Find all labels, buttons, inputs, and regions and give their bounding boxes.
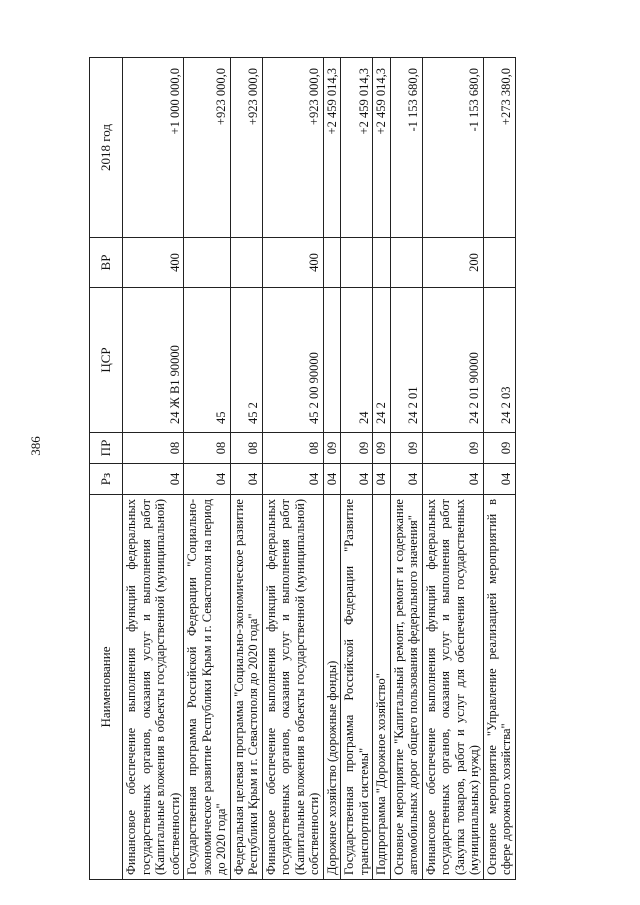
row-csr: 24 2 01 90000 bbox=[422, 288, 483, 433]
row-rz: 04 bbox=[230, 464, 262, 495]
row-pr: 08 bbox=[123, 433, 184, 464]
row-pr: 09 bbox=[483, 433, 515, 464]
row-name: Дорожное хозяйство (дорожные фонды) bbox=[323, 495, 341, 880]
row-rz: 04 bbox=[341, 464, 373, 495]
rotated-page bbox=[89, 58, 592, 880]
row-csr: 24 Ж В1 90000 bbox=[123, 288, 184, 433]
row-rz: 04 bbox=[422, 464, 483, 495]
table-header-row bbox=[90, 58, 123, 880]
row-csr: 45 2 00 90000 bbox=[262, 288, 323, 433]
row-name: Основное мероприятие "Капитальный ремонт, ремонт и содержание автомобильных дорог общего пользования федерального значения" bbox=[390, 495, 422, 880]
row-csr: 24 bbox=[341, 288, 373, 433]
table-row bbox=[422, 58, 483, 880]
row-csr: 45 2 bbox=[230, 288, 262, 433]
table-row bbox=[341, 58, 373, 880]
row-value: +923 000,0 bbox=[184, 58, 231, 238]
table-row bbox=[483, 58, 515, 880]
row-rz: 04 bbox=[323, 464, 341, 495]
row-pr: 08 bbox=[230, 433, 262, 464]
row-pr: 08 bbox=[184, 433, 231, 464]
row-name: Основное мероприятие "Управление реализацией мероприятий в сфере дорожного хозяйства" bbox=[483, 495, 515, 880]
table-row bbox=[262, 58, 323, 880]
row-pr: 09 bbox=[390, 433, 422, 464]
row-vr: 400 bbox=[123, 238, 184, 288]
row-value: +2 459 014,3 bbox=[341, 58, 373, 238]
row-csr: 45 bbox=[184, 288, 231, 433]
row-name: Финансовое обеспечение выполнения функций федеральных государственных органов, оказания услуг и выполнения работ (Капитальные вложения в объекты государственной (муниципальной) собственности) bbox=[123, 495, 184, 880]
table-row bbox=[230, 58, 262, 880]
row-vr bbox=[373, 238, 391, 288]
budget-table bbox=[89, 57, 516, 880]
row-value: +2 459 014,3 bbox=[323, 58, 341, 238]
row-vr: 200 bbox=[422, 238, 483, 288]
row-value: -1 153 680,0 bbox=[422, 58, 483, 238]
row-rz: 04 bbox=[184, 464, 231, 495]
table-row bbox=[123, 58, 184, 880]
header-pr: ПР bbox=[90, 433, 123, 464]
row-pr: 09 bbox=[422, 433, 483, 464]
row-value: -1 153 680,0 bbox=[390, 58, 422, 238]
row-rz: 04 bbox=[390, 464, 422, 495]
row-name: Финансовое обеспечение выполнения функций федеральных государственных органов, оказания услуг и выполнения работ (Капитальные вложения в объекты государственной (муниципальной) собственности) bbox=[262, 495, 323, 880]
row-csr: 24 2 01 bbox=[390, 288, 422, 433]
row-vr bbox=[230, 238, 262, 288]
row-value: +923 000,0 bbox=[230, 58, 262, 238]
row-csr: 24 2 03 bbox=[483, 288, 515, 433]
row-csr bbox=[323, 288, 341, 433]
row-vr bbox=[483, 238, 515, 288]
row-name: Федеральная целевая программа "Социально-экономическое развитие Республики Крым и г. Севастополя до 2020 года" bbox=[230, 495, 262, 880]
header-vr: ВР bbox=[90, 238, 123, 288]
row-name: Финансовое обеспечение выполнения функций федеральных государственных органов, оказания услуг и выполнения работ (Закупка товаров, работ и услуг для обеспечения государственных (муниципальных) нужд) bbox=[422, 495, 483, 880]
row-value: +2 459 014,3 bbox=[373, 58, 391, 238]
row-value: +1 000 000,0 bbox=[123, 58, 184, 238]
row-name: Подпрограмма "Дорожное хозяйство" bbox=[373, 495, 391, 880]
row-vr bbox=[184, 238, 231, 288]
row-name: Государственная программа Российской Федерации "Развитие транспортной системы" bbox=[341, 495, 373, 880]
header-name: Наименование bbox=[90, 495, 123, 880]
row-vr bbox=[390, 238, 422, 288]
header-csr: ЦСР bbox=[90, 288, 123, 433]
row-value: +273 380,0 bbox=[483, 58, 515, 238]
row-pr: 09 bbox=[323, 433, 341, 464]
row-pr: 09 bbox=[373, 433, 391, 464]
row-pr: 09 bbox=[341, 433, 373, 464]
table-row bbox=[184, 58, 231, 880]
row-vr bbox=[341, 238, 373, 288]
row-rz: 04 bbox=[483, 464, 515, 495]
table-row bbox=[390, 58, 422, 880]
header-year: 2018 год bbox=[90, 58, 123, 238]
header-rz: Рз bbox=[90, 464, 123, 495]
row-csr: 24 2 bbox=[373, 288, 391, 433]
row-value: +923 000,0 bbox=[262, 58, 323, 238]
row-rz: 04 bbox=[123, 464, 184, 495]
table-row bbox=[373, 58, 391, 880]
table-row bbox=[323, 58, 341, 880]
row-rz: 04 bbox=[262, 464, 323, 495]
row-name: Государственная программа Российской Федерации "Социально-экономическое развитие Республики Крым и г. Севастополя на период до 2020 года" bbox=[184, 495, 231, 880]
row-pr: 08 bbox=[262, 433, 323, 464]
row-rz: 04 bbox=[373, 464, 391, 495]
page-number: 386 bbox=[28, 436, 43, 456]
row-vr: 400 bbox=[262, 238, 323, 288]
row-vr bbox=[323, 238, 341, 288]
